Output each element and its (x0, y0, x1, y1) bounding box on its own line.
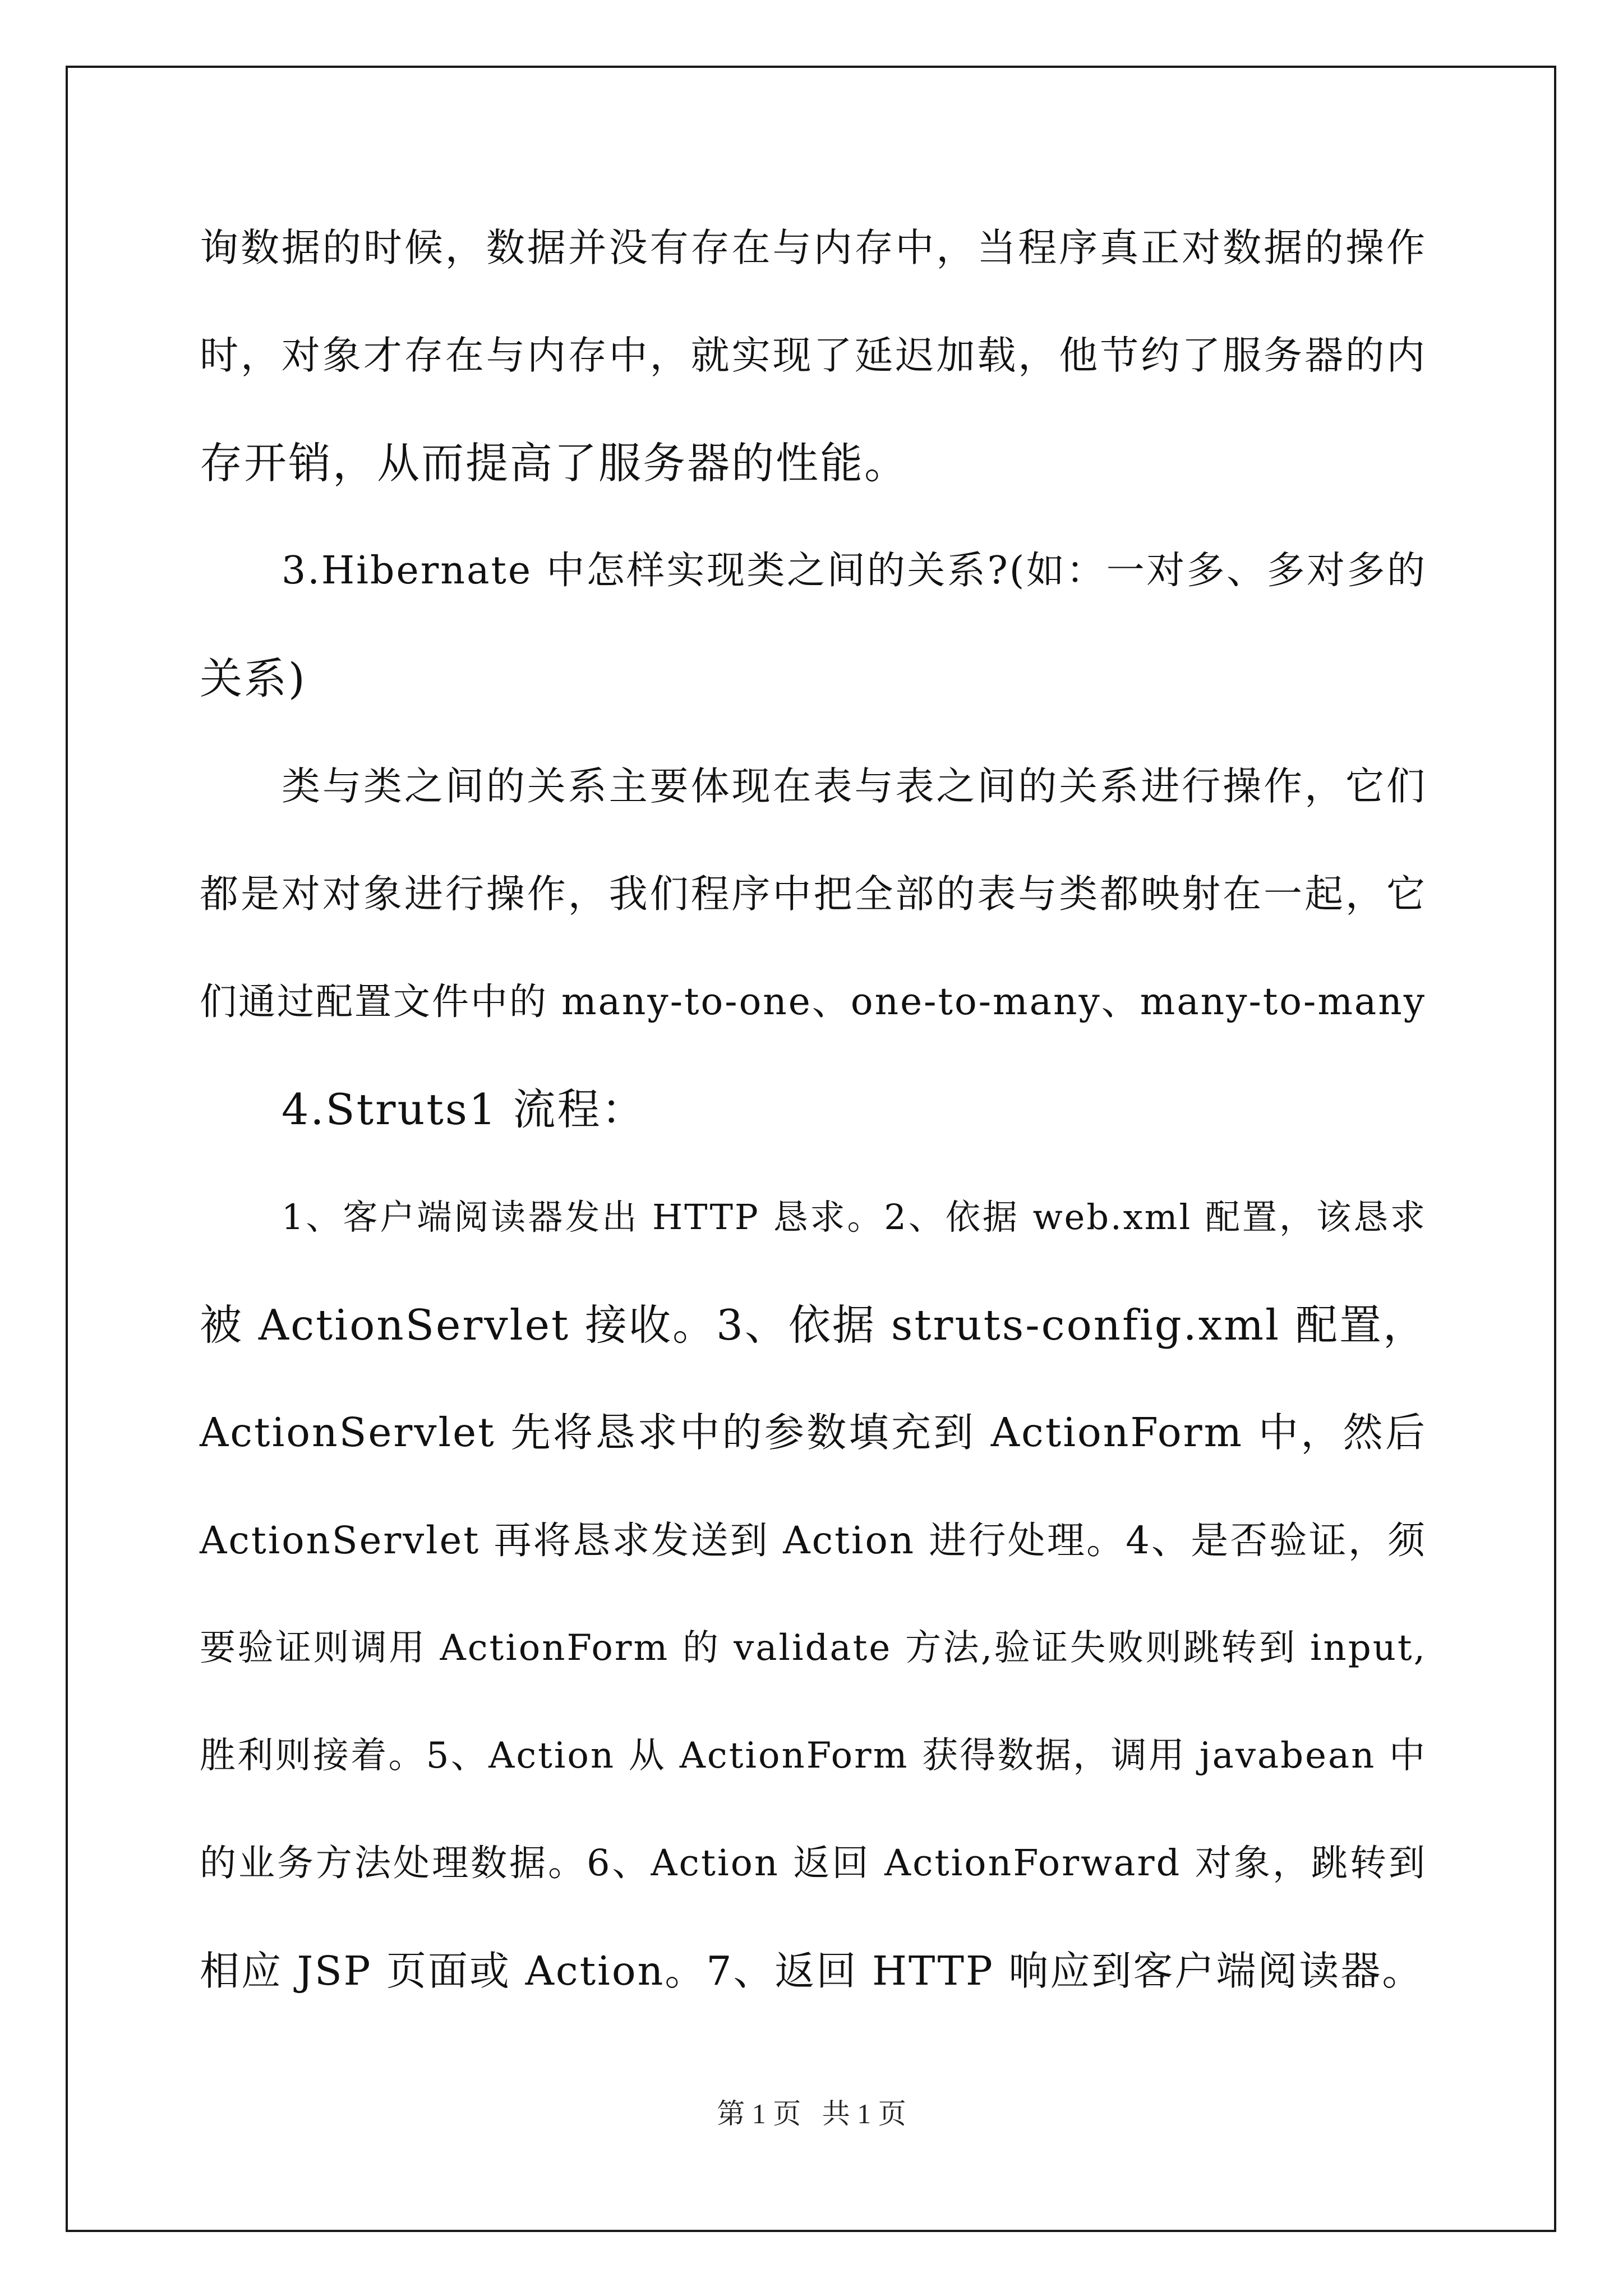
body-text-line: 类与类之间的关系主要体现在表与表之间的关系进行操作，它们 (282, 764, 1427, 809)
body-text-line: 的业务方法处理数据。6、Action 返回 ActionForward 对象，跳转到 (200, 1842, 1427, 1884)
body-text-line: 都是对对象进行操作，我们程序中把全部的表与类都映射在一起，它 (200, 872, 1427, 917)
heading-question-4: 4.Struts1 流程： (282, 1084, 646, 1134)
body-text-line: 要验证则调用 ActionForm 的 validate 方法,验证失败则跳转到 input, (200, 1627, 1427, 1669)
body-text-line: 询数据的时候，数据并没有存在与内存中，当程序真正对数据的操作 (200, 226, 1427, 270)
body-text-line: 们通过配置文件中的 many-to-one、one-to-many、many-to-many (200, 980, 1427, 1023)
body-text-line: 时，对象才存在与内存中，就实现了延迟加载，他节约了服务器的内 (200, 333, 1427, 378)
body-text-line: 胜利则接着。5、Action 从 ActionForm 获得数据，调用 javabean 中 (200, 1735, 1427, 1777)
body-text-line: 被 ActionServlet 接收。3、依据 struts-config.xml 配置， (200, 1300, 1427, 1350)
body-text-line: 1、客户端阅读器发出 HTTP 恳求。2、依据 web.xml 配置，该恳求 (282, 1197, 1427, 1237)
body-text-line: 存开销，从而提高了服务器的性能。 (200, 438, 909, 488)
page-number-footer: 第 1 页 共 1 页 (717, 2098, 906, 2129)
page-border (66, 66, 1556, 2232)
heading-question-3-cont: 关系) (200, 654, 307, 703)
heading-question-3: 3.Hibernate 中怎样实现类之间的关系?(如：一对多、多对多的 (282, 549, 1427, 593)
body-text-line: ActionServlet 再将恳求发送到 Action 进行处理。4、是否验证，须 (200, 1519, 1427, 1562)
body-text-line: 相应 JSP 页面或 Action。7、返回 HTTP 响应到客户端阅读器。 (200, 1948, 1424, 1994)
body-text-line: ActionServlet 先将恳求中的参数填充到 ActionForm 中，然后 (200, 1409, 1427, 1456)
